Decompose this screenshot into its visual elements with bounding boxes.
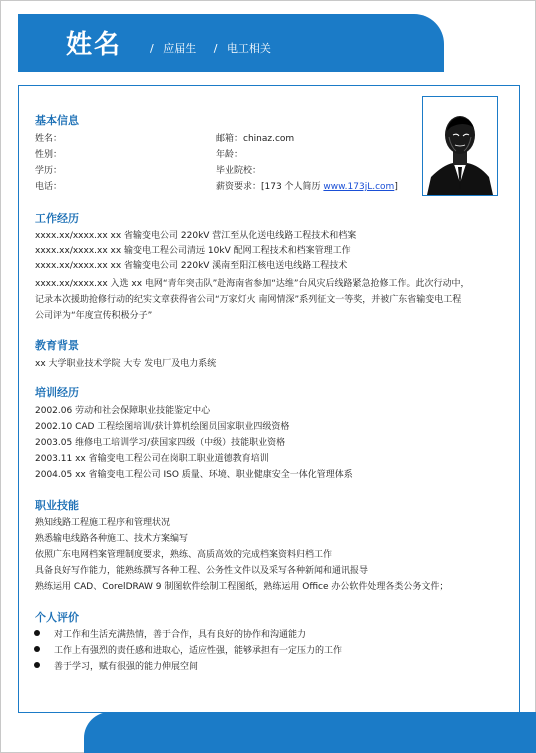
field-gender: 性别： — [35, 150, 63, 160]
evaluation-item: 工作上有强烈的责任感和进取心，适应性强，能够承担有一定压力的工作 — [54, 646, 343, 656]
skill-line: 具备良好写作能力，能熟练撰写各种工程、公务性文件以及采写各种新闻和通讯报导 — [35, 566, 369, 576]
training-line: 2002.06 劳动和社会保障职业技能鉴定中心 — [35, 406, 211, 416]
skill-line: 熟知线路工程施工程序和管理状况 — [35, 518, 171, 528]
field-name: 姓名： — [35, 134, 63, 144]
training-line: 2002.10 CAD 工程绘图培训/获计算机绘图员国家职业四级资格 — [35, 422, 290, 432]
work-line: xxxx.xx/xxxx.xx xx 省输变电公司 220kV 营江至从化送电线路工程技术和档案 — [35, 231, 357, 241]
salary-link[interactable]: www.173jL.com — [323, 182, 395, 192]
evaluation-item: 对工作和生活充满热情，善于合作，具有良好的协作和沟通能力 — [54, 630, 307, 640]
salary-prefix: 薪资要求：[173 个人简历 — [216, 182, 324, 192]
section-title-evaluation: 个人评价 — [35, 611, 79, 624]
section-title-work: 工作经历 — [35, 212, 79, 225]
header-tags — [150, 40, 285, 56]
work-line: xxxx.xx/xxxx.xx 入选 xx 电网“青年突击队”赴海南省参加“达维”台风灾后线路紧急抢修工作。此次行动中， — [35, 279, 470, 289]
tag-status: 应届生 — [163, 42, 197, 55]
resume-name: 姓名 — [66, 30, 123, 60]
training-line: 2003.11 xx 省输变电工程公司在岗职工职业道德教育培训 — [35, 454, 269, 464]
tag-field: 电工相关 — [226, 42, 271, 55]
work-line: xxxx.xx/xxxx.xx xx 输变电工程公司清远 10kV 配网工程技术和档案管理工作 — [35, 246, 351, 256]
education-line: xx 大学职业技术学院 大专 发电厂及电力系统 — [35, 359, 217, 369]
training-line: 2003.05 维修电工培训学习/获国家四级（中级）技能职业资格 — [35, 438, 286, 448]
work-line: 记录本次援助抢修行动的纪实文章获得省公司“万家灯火 南网情深”系列征文一等奖，并被广东省输变电工程 — [35, 295, 462, 305]
bullet-icon — [34, 630, 40, 636]
section-title-training: 培训经历 — [35, 386, 79, 399]
training-line: 2004.05 xx 省输变电工程公司 ISO 质量、环境、职业健康安全一体化管理体系 — [35, 470, 353, 480]
work-line: xxxx.xx/xxxx.xx xx 省输变电公司 220kV 溪南至阳江核电送电线路工程技术 — [35, 261, 348, 271]
section-title-skills: 职业技能 — [35, 499, 79, 512]
bullet-icon — [34, 662, 40, 668]
field-email: 邮箱：chinaz.com — [216, 134, 295, 144]
skill-line: 熟练运用 CAD、CorelDRAW 9 制图软件绘制工程图纸，熟练运用 Office 办公软件处理各类公务文件； — [35, 582, 449, 592]
evaluation-item: 善于学习，赋有很强的能力伸展空间 — [54, 662, 199, 672]
tag-separator: / — [213, 42, 218, 55]
portrait-icon — [423, 97, 497, 195]
work-line: 公司评为“年度宣传积极分子” — [35, 311, 153, 321]
bullet-icon — [34, 646, 40, 652]
field-age: 年龄： — [216, 150, 244, 160]
field-phone: 电话： — [35, 182, 63, 192]
section-title-basic: 基本信息 — [35, 114, 79, 127]
footer-band — [84, 712, 536, 753]
field-salary — [216, 179, 398, 192]
salary-suffix: ] — [394, 182, 398, 192]
section-title-education: 教育背景 — [35, 339, 79, 352]
field-school: 毕业院校： — [216, 166, 262, 176]
field-education: 学历： — [35, 166, 63, 176]
profile-photo — [422, 96, 498, 196]
skill-line: 熟悉输电线路各种施工、技术方案编写 — [35, 534, 189, 544]
skill-line: 依照广东电网档案管理制度要求，熟练、高质高效的完成档案资料归档工作 — [35, 550, 333, 560]
tag-separator: / — [150, 42, 154, 55]
